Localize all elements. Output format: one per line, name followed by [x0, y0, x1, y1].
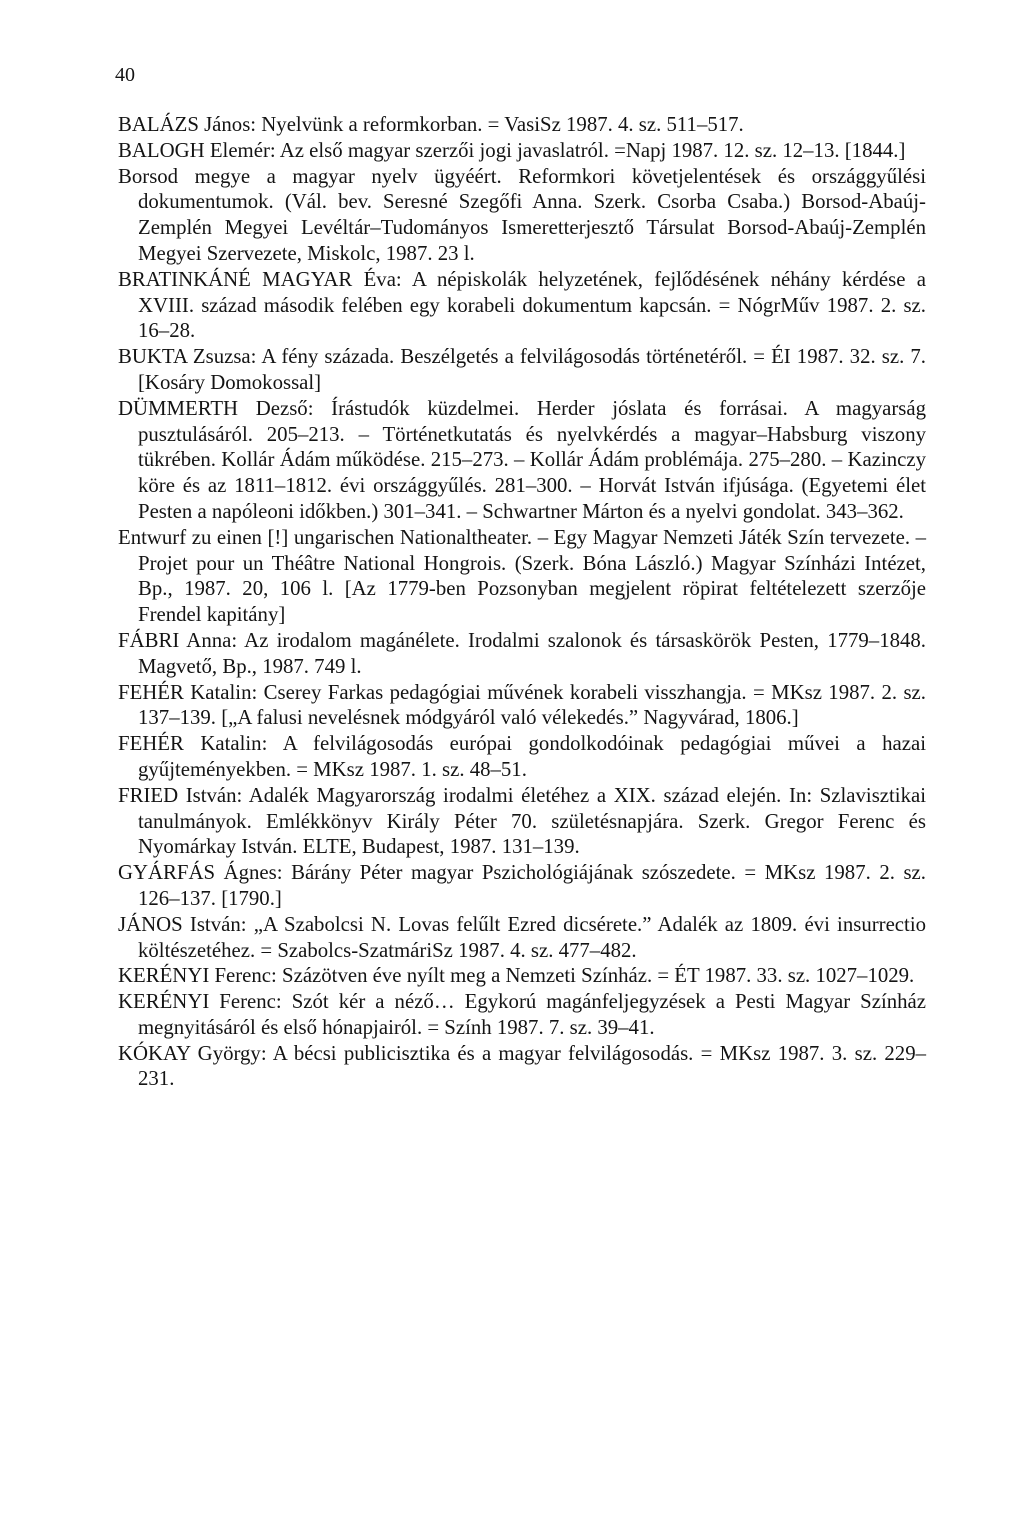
bibliography-entry: FEHÉR Katalin: A felvilágosodás európai gondolkodóinak pedagógiai művei a hazai gyűjteményekben. = MKsz 1987. 1. sz. 48–51. — [118, 732, 926, 781]
bibliography-entry: DÜMMERTH Dezső: Írástudók küzdelmei. Herder jóslata és forrásai. A magyarság pusztulásáról. 205–213. – Történetkutatás és nyelvkérdés a magyar–Habsburg viszony tükrében. Kollár Ádám működése. 215–273. – Kollár Ádám problémája. 275–280. – Kazinczy köre és az 1811–1812. évi országgyűlés. 281–300. – Horvát István ifjúsága. (Egyetemi élet Pesten a napóleoni időkben.) 301–341. – Schwartner Márton és a nyelvi gondolat. 343–362. — [118, 396, 926, 523]
bibliography-entry: BUKTA Zsuzsa: A fény százada. Beszélgetés a felvilágosodás történetéről. = ÉI 1987. 32. sz. 7. [Kosáry Domokossal] — [118, 345, 926, 394]
bibliography-entry: BALOGH Elemér: Az első magyar szerzői jogi javaslatról. =Napj 1987. 12. sz. 12–13. [1844.] — [118, 138, 906, 162]
page-number: 40 — [115, 64, 135, 86]
bibliography-entry: KERÉNYI Ferenc: Százötven éve nyílt meg a Nemzeti Színház. = ÉT 1987. 33. sz. 1027–1029. — [118, 964, 915, 988]
bibliography-entry: KÓKAY György: A bécsi publicisztika és a magyar felvilágosodás. = MKsz 1987. 3. sz. 229–231. — [118, 1041, 926, 1091]
bibliography-entry: KERÉNYI Ferenc: Szót kér a néző… Egykorú magánfeljegyzések a Pesti Magyar Színház megnyitásáról és első hónapjairól. = Szính 1987. 7. sz. 39–41. — [118, 990, 926, 1039]
bibliography-entry: JÁNOS István: „A Szabolcsi N. Lovas felűlt Ezred dicsérete.” Adalék az 1809. évi insurrectio költészetéhez. = Szabolcs-SzatmáriSz 1987. 4. sz. 477–482. — [118, 912, 926, 962]
bibliography-entry: FEHÉR Katalin: Cserey Farkas pedagógiai művének korabeli visszhangja. = MKsz 1987. 2. sz. 137–139. [„A falusi nevelésnek módgyáról való vélekedés.” Nagyvárad, 1806.] — [118, 680, 926, 730]
bibliography-entry: BALÁZS János: Nyelvünk a reformkorban. = VasiSz 1987. 4. sz. 511–517. — [118, 113, 744, 136]
bibliography-entry: Borsod megye a magyar nyelv ügyéért. Reformkori követjelentések és országgyűlési dokumentumok. (Vál. bev. Seresné Szegőfi Anna. Szerk. Csorba Csaba.) Borsod-Abaúj-Zemplén Megyei Levéltár–Tudományos Ismeretterjesztő Társulat Borsod-Abaúj-Zemplén Megyei Szervezete, Miskolc, 1987. 23 l. — [118, 164, 926, 265]
bibliography-entry: FRIED István: Adalék Magyarország irodalmi életéhez a XIX. század elején. In: Szlavisztikai tanulmányok. Emlékkönyv Király Péter 70. születésnapjára. Szerk. Gregor Ferenc és Nyomárkay István. ELTE, Budapest, 1987. 131–139. — [118, 783, 926, 859]
bibliography-entry: BRATINKÁNÉ MAGYAR Éva: A népiskolák helyzetének, fejlődésének néhány kérdése a XVIII. század második felében egy korabeli dokumentum kapcsán. = NógrMűv 1987. 2. sz. 16–28. — [118, 267, 926, 343]
bibliography-list — [118, 112, 926, 1092]
bibliography-entry: FÁBRI Anna: Az irodalom magánélete. Irodalmi szalonok és társaskörök Pesten, 1779–1848. Magvető, Bp., 1987. 749 l. — [118, 628, 926, 678]
bibliography-entry: GYÁRFÁS Ágnes: Bárány Péter magyar Pszichológiájának szószedete. = MKsz 1987. 2. sz. 126–137. [1790.] — [118, 861, 926, 910]
bibliography-entry: Entwurf zu einen [!] ungarischen Nationaltheater. – Egy Magyar Nemzeti Játék Szín tervezete. – Projet pour un Théâtre National Hongrois. (Szerk. Bóna László.) Magyar Színházi Intézet, Bp., 1987. 20, 106 l. [Az 1779-ben Pozsonyban megjelent röpirat feltételezett szerzője Frendel kapitány] — [118, 525, 926, 627]
